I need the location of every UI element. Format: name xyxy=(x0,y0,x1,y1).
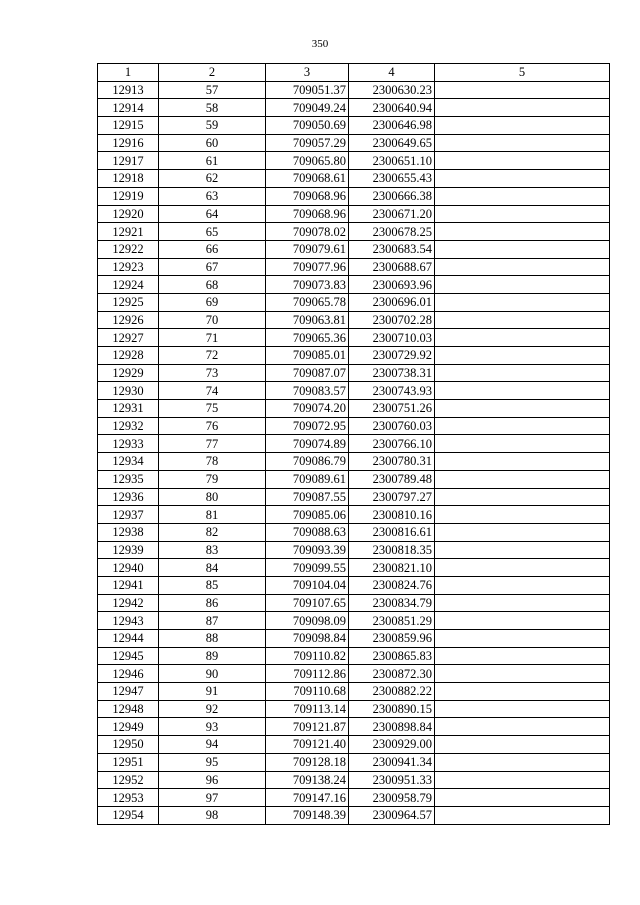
table-row xyxy=(98,523,610,541)
table-cell-col-3: 709077.96 xyxy=(266,258,349,276)
table-cell-col-5 xyxy=(435,753,610,771)
table-cell-col-3: 709110.68 xyxy=(266,683,349,701)
table-cell-col-1: 12916 xyxy=(98,134,159,152)
table-row xyxy=(98,152,610,170)
table-row xyxy=(98,647,610,665)
table-cell-col-5 xyxy=(435,134,610,152)
table-cell-col-5 xyxy=(435,683,610,701)
table-cell-col-5 xyxy=(435,806,610,824)
table-cell-col-5 xyxy=(435,559,610,577)
table-row xyxy=(98,559,610,577)
table-cell-col-5 xyxy=(435,364,610,382)
table-cell-col-1: 12931 xyxy=(98,400,159,418)
table-row xyxy=(98,665,610,683)
table-cell-col-3: 709079.61 xyxy=(266,240,349,258)
table-cell-col-2: 88 xyxy=(159,630,266,648)
table-cell-col-2: 79 xyxy=(159,470,266,488)
table-cell-col-2: 67 xyxy=(159,258,266,276)
table-cell-col-1: 12954 xyxy=(98,806,159,824)
table-cell-col-2: 78 xyxy=(159,453,266,471)
column-header-3: 3 xyxy=(266,64,349,82)
table-cell-col-5 xyxy=(435,276,610,294)
table-cell-col-2: 58 xyxy=(159,99,266,117)
table-cell-col-4: 2300859.96 xyxy=(349,630,435,648)
table-cell-col-5 xyxy=(435,311,610,329)
table-cell-col-5 xyxy=(435,152,610,170)
table-cell-col-4: 2300655.43 xyxy=(349,170,435,188)
table-cell-col-2: 62 xyxy=(159,170,266,188)
table-row xyxy=(98,400,610,418)
table-cell-col-5 xyxy=(435,470,610,488)
table-row xyxy=(98,293,610,311)
table-cell-col-2: 66 xyxy=(159,240,266,258)
table-cell-col-5 xyxy=(435,170,610,188)
table-cell-col-2: 92 xyxy=(159,700,266,718)
table-cell-col-3: 709148.39 xyxy=(266,806,349,824)
table-cell-col-2: 96 xyxy=(159,771,266,789)
table-row xyxy=(98,134,610,152)
table-cell-col-4: 2300882.22 xyxy=(349,683,435,701)
table-cell-col-5 xyxy=(435,223,610,241)
table-cell-col-5 xyxy=(435,435,610,453)
table-cell-col-5 xyxy=(435,718,610,736)
column-header-1: 1 xyxy=(98,64,159,82)
table-cell-col-4: 2300710.03 xyxy=(349,329,435,347)
table-cell-col-5 xyxy=(435,258,610,276)
table-cell-col-2: 98 xyxy=(159,806,266,824)
table-row xyxy=(98,470,610,488)
table-cell-col-5 xyxy=(435,205,610,223)
table-cell-col-1: 12946 xyxy=(98,665,159,683)
table-cell-col-3: 709065.80 xyxy=(266,152,349,170)
table-row xyxy=(98,541,610,559)
table-cell-col-4: 2300789.48 xyxy=(349,470,435,488)
table-row xyxy=(98,718,610,736)
table-cell-col-4: 2300766.10 xyxy=(349,435,435,453)
table-cell-col-2: 68 xyxy=(159,276,266,294)
table-cell-col-5 xyxy=(435,541,610,559)
table-cell-col-4: 2300649.65 xyxy=(349,134,435,152)
table-cell-col-1: 12919 xyxy=(98,187,159,205)
table-cell-col-3: 709088.63 xyxy=(266,523,349,541)
table-cell-col-3: 709065.36 xyxy=(266,329,349,347)
page-number: 350 xyxy=(311,38,329,50)
table-cell-col-4: 2300851.29 xyxy=(349,612,435,630)
table-cell-col-5 xyxy=(435,736,610,754)
table-cell-col-2: 71 xyxy=(159,329,266,347)
table-header-row xyxy=(98,64,610,82)
table-cell-col-2: 64 xyxy=(159,205,266,223)
table-cell-col-3: 709138.24 xyxy=(266,771,349,789)
table-cell-col-2: 65 xyxy=(159,223,266,241)
table-cell-col-4: 2300780.31 xyxy=(349,453,435,471)
table-cell-col-2: 90 xyxy=(159,665,266,683)
table-row xyxy=(98,258,610,276)
table-cell-col-4: 2300865.83 xyxy=(349,647,435,665)
table-cell-col-4: 2300890.15 xyxy=(349,700,435,718)
table-cell-col-1: 12944 xyxy=(98,630,159,648)
table-cell-col-2: 82 xyxy=(159,523,266,541)
table-cell-col-4: 2300797.27 xyxy=(349,488,435,506)
table-cell-col-1: 12949 xyxy=(98,718,159,736)
table-cell-col-4: 2300760.03 xyxy=(349,417,435,435)
table-cell-col-2: 85 xyxy=(159,576,266,594)
table-body xyxy=(98,81,610,824)
table-cell-col-2: 73 xyxy=(159,364,266,382)
table-cell-col-1: 12929 xyxy=(98,364,159,382)
table-cell-col-3: 709068.61 xyxy=(266,170,349,188)
table-cell-col-1: 12942 xyxy=(98,594,159,612)
table-cell-col-2: 74 xyxy=(159,382,266,400)
table-cell-col-1: 12934 xyxy=(98,453,159,471)
table-row xyxy=(98,417,610,435)
table-cell-col-5 xyxy=(435,594,610,612)
table-cell-col-1: 12947 xyxy=(98,683,159,701)
table-cell-col-3: 709087.07 xyxy=(266,364,349,382)
table-cell-col-3: 709121.87 xyxy=(266,718,349,736)
table-cell-col-3: 709049.24 xyxy=(266,99,349,117)
table-cell-col-2: 63 xyxy=(159,187,266,205)
table-cell-col-2: 89 xyxy=(159,647,266,665)
table-cell-col-4: 2300821.10 xyxy=(349,559,435,577)
table-cell-col-2: 86 xyxy=(159,594,266,612)
table-cell-col-3: 709110.82 xyxy=(266,647,349,665)
table-cell-col-3: 709057.29 xyxy=(266,134,349,152)
table-cell-col-4: 2300929.00 xyxy=(349,736,435,754)
table-cell-col-4: 2300696.01 xyxy=(349,293,435,311)
table-cell-col-4: 2300651.10 xyxy=(349,152,435,170)
table-row xyxy=(98,435,610,453)
table-cell-col-5 xyxy=(435,488,610,506)
table-cell-col-2: 84 xyxy=(159,559,266,577)
table-cell-col-2: 75 xyxy=(159,400,266,418)
table-cell-col-1: 12936 xyxy=(98,488,159,506)
table-cell-col-1: 12935 xyxy=(98,470,159,488)
table-cell-col-3: 709098.09 xyxy=(266,612,349,630)
table-cell-col-4: 2300729.92 xyxy=(349,347,435,365)
table-row xyxy=(98,594,610,612)
table-cell-col-2: 69 xyxy=(159,293,266,311)
table-cell-col-3: 709074.89 xyxy=(266,435,349,453)
table-cell-col-5 xyxy=(435,523,610,541)
table-cell-col-4: 2300630.23 xyxy=(349,81,435,99)
table-cell-col-4: 2300693.96 xyxy=(349,276,435,294)
table-row xyxy=(98,789,610,807)
table-cell-col-5 xyxy=(435,453,610,471)
table-cell-col-3: 709104.04 xyxy=(266,576,349,594)
table-cell-col-3: 709121.40 xyxy=(266,736,349,754)
table-cell-col-4: 2300898.84 xyxy=(349,718,435,736)
table-cell-col-5 xyxy=(435,665,610,683)
table-row xyxy=(98,170,610,188)
table-row xyxy=(98,205,610,223)
column-header-2: 2 xyxy=(159,64,266,82)
table-cell-col-1: 12921 xyxy=(98,223,159,241)
column-header-4: 4 xyxy=(349,64,435,82)
table-cell-col-1: 12914 xyxy=(98,99,159,117)
table-cell-col-5 xyxy=(435,81,610,99)
table-cell-col-3: 709112.86 xyxy=(266,665,349,683)
table-row xyxy=(98,99,610,117)
table-row xyxy=(98,506,610,524)
table-cell-col-3: 709078.02 xyxy=(266,223,349,241)
table-cell-col-1: 12928 xyxy=(98,347,159,365)
table-cell-col-2: 87 xyxy=(159,612,266,630)
table-cell-col-5 xyxy=(435,400,610,418)
table-cell-col-1: 12926 xyxy=(98,311,159,329)
table-cell-col-1: 12937 xyxy=(98,506,159,524)
table-cell-col-2: 83 xyxy=(159,541,266,559)
table-row xyxy=(98,187,610,205)
table-row xyxy=(98,630,610,648)
table-cell-col-3: 709073.83 xyxy=(266,276,349,294)
table-cell-col-2: 76 xyxy=(159,417,266,435)
table-cell-col-3: 709083.57 xyxy=(266,382,349,400)
table-cell-col-2: 61 xyxy=(159,152,266,170)
table-cell-col-5 xyxy=(435,293,610,311)
table-row xyxy=(98,576,610,594)
table-cell-col-2: 91 xyxy=(159,683,266,701)
table-cell-col-5 xyxy=(435,612,610,630)
table-row xyxy=(98,329,610,347)
table-row xyxy=(98,612,610,630)
table-row xyxy=(98,364,610,382)
table-row xyxy=(98,311,610,329)
table-cell-col-5 xyxy=(435,329,610,347)
table-cell-col-5 xyxy=(435,771,610,789)
table-cell-col-2: 59 xyxy=(159,117,266,135)
table-row xyxy=(98,771,610,789)
table-cell-col-3: 709085.01 xyxy=(266,347,349,365)
table-cell-col-1: 12930 xyxy=(98,382,159,400)
table-cell-col-4: 2300683.54 xyxy=(349,240,435,258)
table-cell-col-4: 2300743.93 xyxy=(349,382,435,400)
table-cell-col-1: 12943 xyxy=(98,612,159,630)
table-cell-col-5 xyxy=(435,789,610,807)
table-cell-col-1: 12952 xyxy=(98,771,159,789)
table-cell-col-2: 70 xyxy=(159,311,266,329)
table-cell-col-5 xyxy=(435,347,610,365)
table-row xyxy=(98,683,610,701)
table-cell-col-4: 2300751.26 xyxy=(349,400,435,418)
table-cell-col-4: 2300964.57 xyxy=(349,806,435,824)
table-cell-col-1: 12940 xyxy=(98,559,159,577)
table-cell-col-1: 12923 xyxy=(98,258,159,276)
table-row xyxy=(98,753,610,771)
table-row xyxy=(98,240,610,258)
table-row xyxy=(98,81,610,99)
table-cell-col-5 xyxy=(435,647,610,665)
table-cell-col-4: 2300640.94 xyxy=(349,99,435,117)
table-cell-col-1: 12939 xyxy=(98,541,159,559)
table-cell-col-1: 12922 xyxy=(98,240,159,258)
table-cell-col-4: 2300688.67 xyxy=(349,258,435,276)
column-header-5: 5 xyxy=(435,64,610,82)
table-cell-col-5 xyxy=(435,99,610,117)
table-cell-col-3: 709086.79 xyxy=(266,453,349,471)
table-cell-col-1: 12933 xyxy=(98,435,159,453)
table-cell-col-3: 709068.96 xyxy=(266,187,349,205)
table-row xyxy=(98,117,610,135)
table-cell-col-5 xyxy=(435,700,610,718)
table-row xyxy=(98,736,610,754)
table-cell-col-2: 57 xyxy=(159,81,266,99)
table-cell-col-3: 709107.65 xyxy=(266,594,349,612)
table-cell-col-4: 2300678.25 xyxy=(349,223,435,241)
table-cell-col-3: 709128.18 xyxy=(266,753,349,771)
table-cell-col-5 xyxy=(435,576,610,594)
table-cell-col-1: 12924 xyxy=(98,276,159,294)
table-cell-col-1: 12913 xyxy=(98,81,159,99)
table-cell-col-1: 12925 xyxy=(98,293,159,311)
table-cell-col-4: 2300818.35 xyxy=(349,541,435,559)
table-cell-col-4: 2300816.61 xyxy=(349,523,435,541)
table-cell-col-5 xyxy=(435,506,610,524)
table-cell-col-4: 2300872.30 xyxy=(349,665,435,683)
table-cell-col-2: 60 xyxy=(159,134,266,152)
table-cell-col-5 xyxy=(435,187,610,205)
table-cell-col-1: 12918 xyxy=(98,170,159,188)
table-cell-col-3: 709113.14 xyxy=(266,700,349,718)
table-row xyxy=(98,347,610,365)
table-cell-col-4: 2300702.28 xyxy=(349,311,435,329)
table-cell-col-3: 709099.55 xyxy=(266,559,349,577)
table-cell-col-3: 709087.55 xyxy=(266,488,349,506)
table-cell-col-1: 12938 xyxy=(98,523,159,541)
table-cell-col-1: 12932 xyxy=(98,417,159,435)
table-cell-col-3: 709098.84 xyxy=(266,630,349,648)
table-cell-col-3: 709093.39 xyxy=(266,541,349,559)
table-cell-col-3: 709065.78 xyxy=(266,293,349,311)
table-cell-col-4: 2300824.76 xyxy=(349,576,435,594)
table-cell-col-5 xyxy=(435,240,610,258)
table-cell-col-4: 2300834.79 xyxy=(349,594,435,612)
table-row xyxy=(98,488,610,506)
table-cell-col-1: 12953 xyxy=(98,789,159,807)
table-cell-col-2: 81 xyxy=(159,506,266,524)
table-cell-col-5 xyxy=(435,117,610,135)
table-cell-col-4: 2300958.79 xyxy=(349,789,435,807)
table-cell-col-4: 2300646.98 xyxy=(349,117,435,135)
table-cell-col-3: 709072.95 xyxy=(266,417,349,435)
table-cell-col-1: 12917 xyxy=(98,152,159,170)
table-row xyxy=(98,806,610,824)
table-cell-col-4: 2300810.16 xyxy=(349,506,435,524)
table-cell-col-2: 80 xyxy=(159,488,266,506)
table-cell-col-4: 2300941.34 xyxy=(349,753,435,771)
table-cell-col-1: 12951 xyxy=(98,753,159,771)
table-cell-col-1: 12941 xyxy=(98,576,159,594)
table-row xyxy=(98,223,610,241)
table-cell-col-3: 709050.69 xyxy=(266,117,349,135)
table-cell-col-2: 95 xyxy=(159,753,266,771)
table-cell-col-4: 2300671.20 xyxy=(349,205,435,223)
table-cell-col-2: 93 xyxy=(159,718,266,736)
coordinates-table xyxy=(97,63,610,825)
table-cell-col-1: 12948 xyxy=(98,700,159,718)
table-cell-col-5 xyxy=(435,382,610,400)
table-cell-col-3: 709068.96 xyxy=(266,205,349,223)
table-cell-col-3: 709085.06 xyxy=(266,506,349,524)
table-row xyxy=(98,276,610,294)
table-cell-col-2: 77 xyxy=(159,435,266,453)
table-cell-col-5 xyxy=(435,417,610,435)
table-cell-col-3: 709147.16 xyxy=(266,789,349,807)
table-cell-col-4: 2300951.33 xyxy=(349,771,435,789)
table-cell-col-5 xyxy=(435,630,610,648)
table-cell-col-3: 709074.20 xyxy=(266,400,349,418)
table-cell-col-1: 12920 xyxy=(98,205,159,223)
table-cell-col-3: 709051.37 xyxy=(266,81,349,99)
table-cell-col-1: 12915 xyxy=(98,117,159,135)
table-cell-col-3: 709089.61 xyxy=(266,470,349,488)
table-cell-col-1: 12927 xyxy=(98,329,159,347)
table-cell-col-2: 94 xyxy=(159,736,266,754)
table-cell-col-1: 12950 xyxy=(98,736,159,754)
table-cell-col-1: 12945 xyxy=(98,647,159,665)
table-cell-col-4: 2300666.38 xyxy=(349,187,435,205)
table-cell-col-4: 2300738.31 xyxy=(349,364,435,382)
table-row xyxy=(98,700,610,718)
table-row xyxy=(98,453,610,471)
table-cell-col-3: 709063.81 xyxy=(266,311,349,329)
table-cell-col-2: 72 xyxy=(159,347,266,365)
table-cell-col-2: 97 xyxy=(159,789,266,807)
table-row xyxy=(98,382,610,400)
